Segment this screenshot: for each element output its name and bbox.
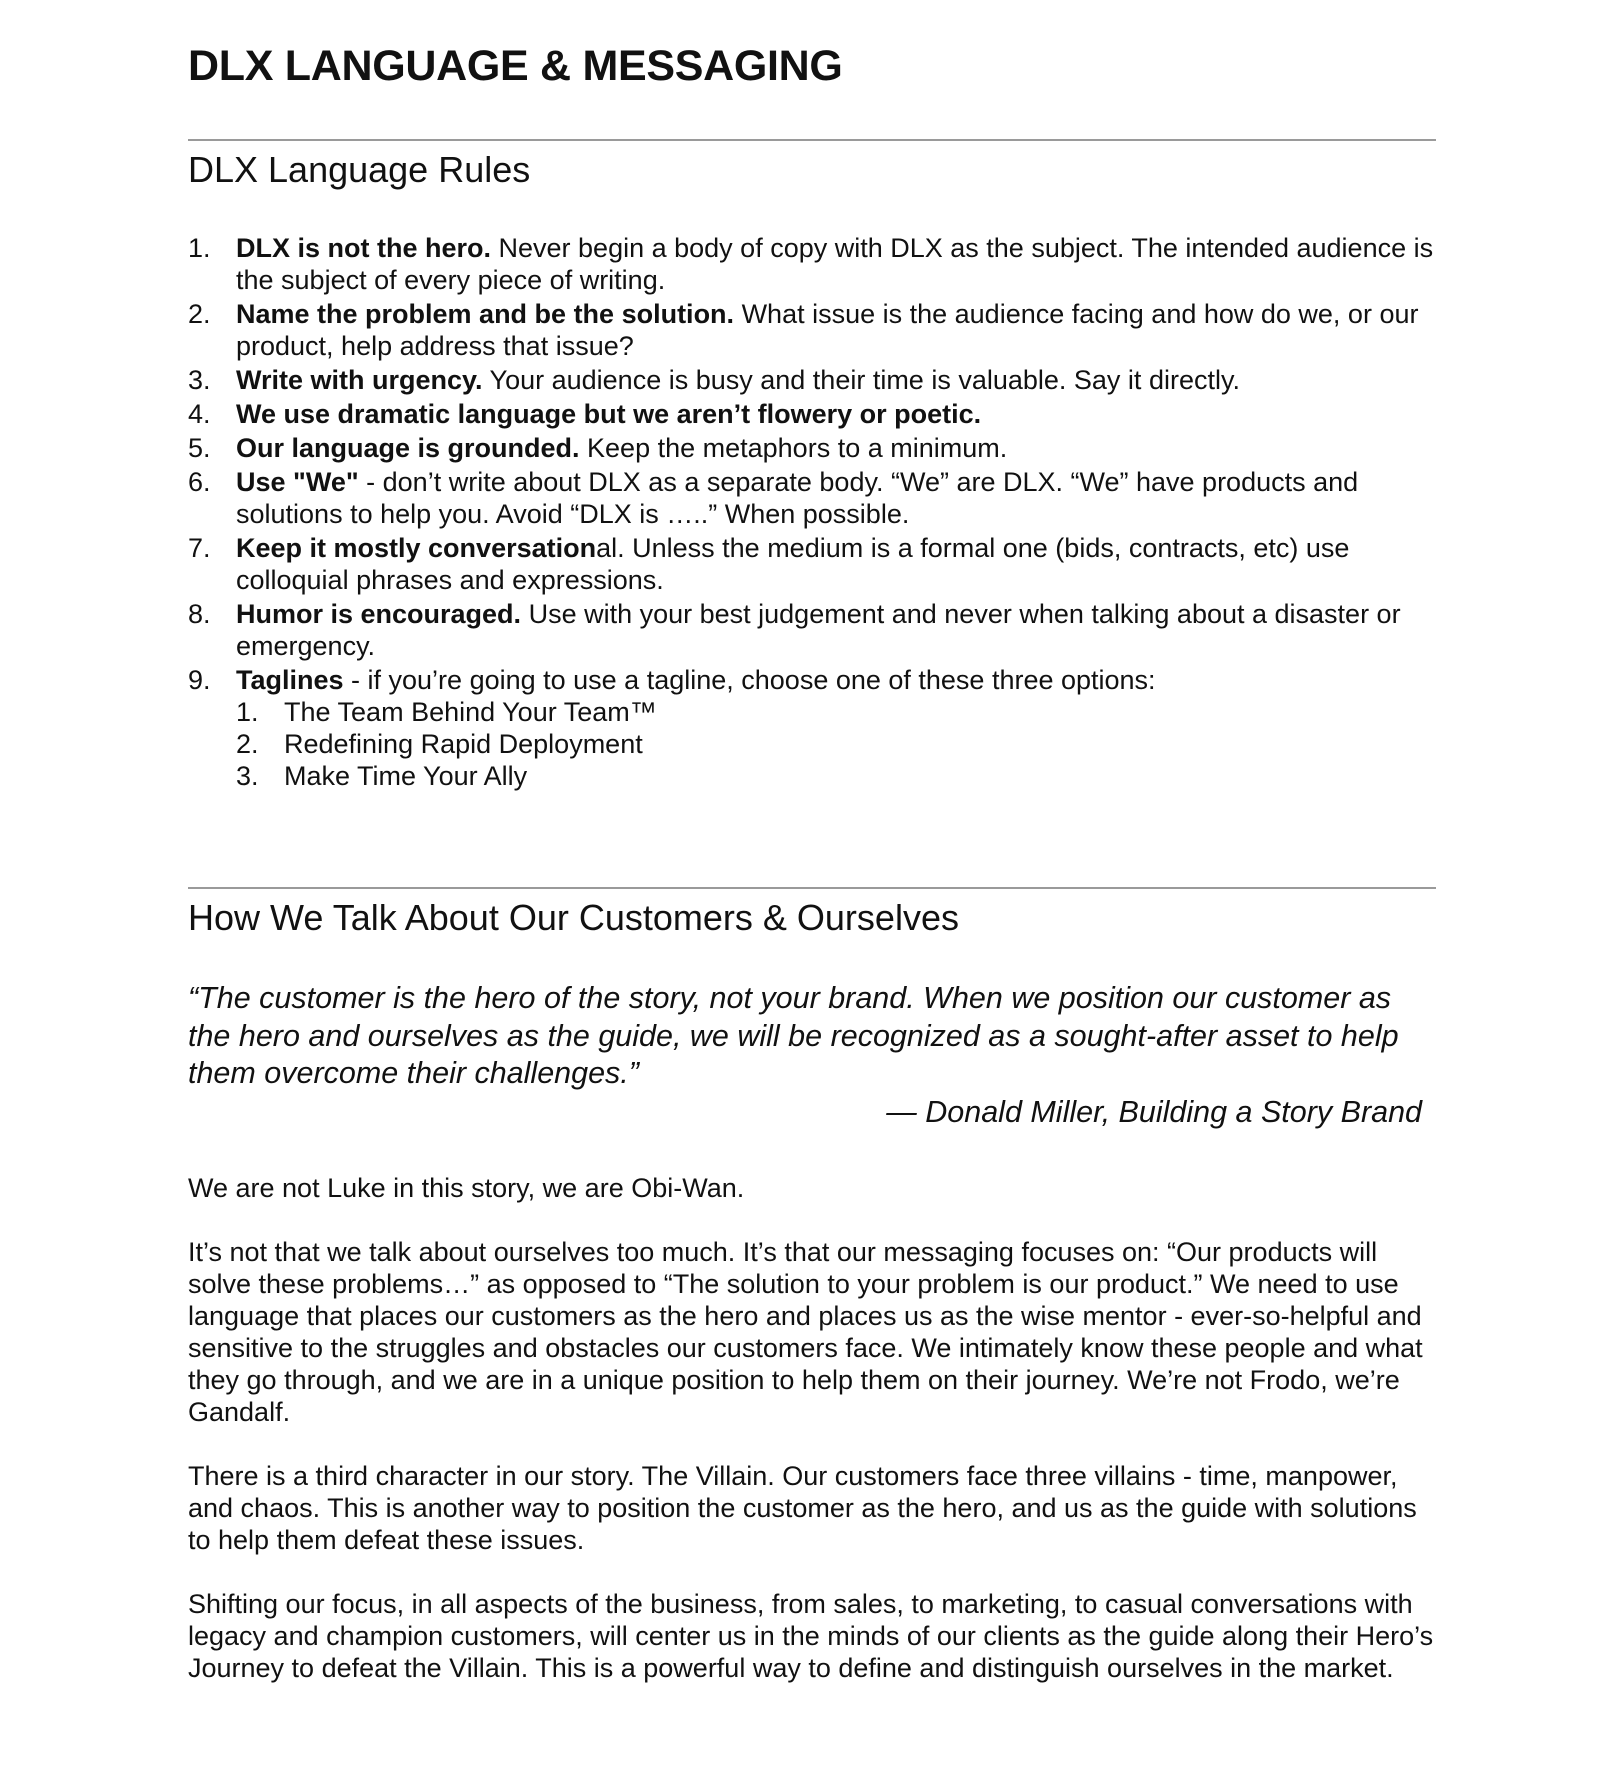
rule-title: We use dramatic language but we aren’t flowery or poetic. (236, 399, 982, 429)
quote-attribution: — Donald Miller, Building a Story Brand (886, 1095, 1422, 1129)
rule-number: 8. (188, 599, 211, 629)
rule-number: 2. (188, 299, 211, 329)
body-paragraph: There is a third character in our story. The Villain. Our customers face three villains - time, manpower, and chaos. This is another way to position the customer as the hero, and us as the guide with solutions to help them defeat these issues. (188, 1461, 1417, 1555)
rule-text: - if you’re going to use a tagline, choose one of these three options: (343, 665, 1156, 695)
rule-title: Keep it mostly conversation (236, 533, 597, 563)
brand-quote: “The customer is the hero of the story, not your brand. When we position our customer as the hero and ourselves as the guide, we will be recognized as a sought-after asset to help them overcome their challenges.” (188, 981, 1399, 1090)
rule-item (188, 298, 1436, 362)
tagline-number: 1. (236, 697, 259, 727)
rule-text: What issue is the audience facing and how do we, or our product, help address that issue? (236, 299, 1419, 361)
rule-item (188, 466, 1436, 530)
tagline-text: Redefining Rapid Deployment (284, 729, 643, 759)
body-paragraph: Shifting our focus, in all aspects of the business, from sales, to marketing, to casual conversations with legacy and champion customers, will center us in the minds of our clients as the guide along their Hero’s Journey to defeat the Villain. This is a powerful way to define and distinguish ourselves in the market. (188, 1589, 1434, 1683)
rule-text: al. Unless the medium is a formal one (bids, contracts, etc) use colloquial phrases and expressions. (236, 533, 1350, 595)
rule-title: Humor is encouraged. (236, 599, 522, 629)
rule-title: Write with urgency. (236, 365, 483, 395)
rule-item (188, 432, 1436, 464)
document-title: DLX LANGUAGE & MESSAGING (188, 42, 843, 90)
rule-number: 3. (188, 365, 211, 395)
rule-item (188, 532, 1436, 596)
tagline-item (236, 728, 1436, 760)
section-heading-customers: How We Talk About Our Customers & Ourselves (188, 897, 959, 938)
rule-text: Never begin a body of copy with DLX as the subject. The intended audience is the subject of every piece of writing. (236, 233, 1434, 295)
rule-number: 4. (188, 399, 211, 429)
rule-title: DLX is not the hero. (236, 233, 492, 263)
rule-title: Use "We" (236, 467, 359, 497)
rule-item (188, 598, 1436, 662)
language-rules-list (188, 232, 1436, 794)
tagline-text: The Team Behind Your Team™ (284, 697, 657, 727)
tagline-item (236, 760, 1436, 792)
body-paragraph: We are not Luke in this story, we are Obi-Wan. (188, 1173, 745, 1203)
rule-number: 6. (188, 467, 211, 497)
tagline-number: 3. (236, 761, 259, 791)
rule-number: 5. (188, 433, 211, 463)
section-divider (188, 887, 1436, 889)
body-paragraph: It’s not that we talk about ourselves too much. It’s that our messaging focuses on: “Our products will solve these problems…” as opposed to “The solution to your problem is our product.” We need to use language that places our customers as the hero and places us as the wise mentor - ever-so-helpful and sensitive to the struggles and obstacles our customers face. We intimately know these people and what they go through, and we are in a unique position to help them on their journey. We’re not Frodo, we’re Gandalf. (188, 1237, 1423, 1427)
section-divider (188, 139, 1436, 141)
rule-item (188, 364, 1436, 396)
rule-item (188, 664, 1436, 792)
rule-title: Name the problem and be the solution. (236, 299, 735, 329)
rule-title: Our language is grounded. (236, 433, 580, 463)
tagline-number: 2. (236, 729, 259, 759)
section-heading-language-rules: DLX Language Rules (188, 149, 531, 190)
rule-number: 9. (188, 665, 211, 695)
rule-text: Use with your best judgement and never when talking about a disaster or emergency. (236, 599, 1401, 661)
rule-text: - don’t write about DLX as a separate body. “We” are DLX. “We” have products and solutions to help you. Avoid “DLX is …..” When possible. (236, 467, 1359, 529)
tagline-options-list (236, 696, 1436, 792)
rule-item (188, 398, 1436, 430)
rule-text: Keep the metaphors to a minimum. (579, 433, 1008, 463)
rule-number: 7. (188, 533, 211, 563)
rule-item (188, 232, 1436, 296)
rule-number: 1. (188, 233, 211, 263)
tagline-item (236, 696, 1436, 728)
tagline-text: Make Time Your Ally (284, 761, 528, 791)
rule-text: Your audience is busy and their time is valuable. Say it directly. (482, 365, 1240, 395)
rule-title: Taglines (236, 665, 344, 695)
